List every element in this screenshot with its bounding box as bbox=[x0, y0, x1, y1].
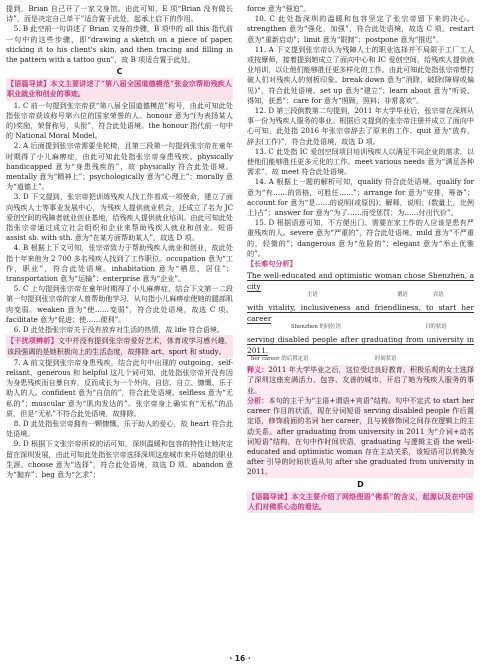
sentence-line-2 bbox=[247, 302, 474, 324]
answer-c11: 11. A 下文提到张宗帝认为残障人士的职业选择并不局限于工厂工人或按摩师，接着提到她成立了面向中心和 IC 爱创空间，给残疾人提供就业培训，以让他们能够胜任更多样化的工作。由此可知此处指张宗帝想打破人们对残疾人的刻板印象。break down 意为“消除，破除(障碍或偏见)”，符合此处语境。set up 意为“建立”；learn about 意为“听说，得知，获悉”；care for 意为“照顾，照料；非常喜欢”。 bbox=[247, 44, 474, 105]
answer-c7: 7. A 前文提到张宗帝身患残疾，结合此句中出现的 outgoing、self-reliant、generous 和 helpful 这几个词可知，此处指张宗帝并没有因为身患残疾而自暴自弃，反而成长为一个外向、自信、自立、慷慨、乐于助人的人。confident 意为“自信的”，符合此处语境。selfless 意为“无私的”；muscular 意为“肌肉发达的”。张宗帝身上确实有“无私”的品质，但是“无私”不符合此处语境，故排除。 bbox=[6, 357, 233, 418]
answer-c3: 3. D 下文提到，张宗帝把训练残疾人找工作看成一项使命，建立了面向残疾人士等事业发展中心，为残疾人提供就业机会，还成立了名为 JC 爱创空间的残障者就业创业基地，给残疾人提供就业培训。由此可知此处指张宗帝通过成立社会组织和企业来帮助残疾人就业和创业。短语 assist sb. with sth. 意为“在某方面帮助某人”，故选 D 项。 bbox=[6, 192, 233, 243]
answer-c15: 15. D 根据语意可知，不方便出门、需要在家工作的人应该是患有严重残疾的人。severe 意为“严重的”，符合此处语境。mild 意为“不严重的，轻微的”；dangerous 意为“危险的”；elegant 意为“举止优雅的”。 bbox=[247, 218, 474, 258]
distractor-text: 文中并没有提到张宗帝爱好艺术，体育或学习感兴趣，该段强调的是她积极向上的生活态度，故排除 art、sport 和 study。 bbox=[7, 336, 233, 356]
answer-c5: 5. C 上句提到张宗帝在童年时期得了小儿麻痹症，结合下文第一二段第一句提到张宗帝的家人曾帮助他学习，从句指小儿麻痹症使她的腿部肌肉变弱。weaken 意为“使……变弱”，符合此处语境，故选 C 项。facilitate 意为“促进；使……便利”。 bbox=[6, 284, 233, 324]
note-appositive: Shenzhen 的同位语 bbox=[291, 324, 342, 331]
translation-label: 释义： bbox=[247, 365, 269, 375]
sentence-line-1-text: The well-educated and optimistic woman chose Shenzhen, a city bbox=[247, 271, 474, 292]
right-cont: force 意为“强迫”。 bbox=[247, 4, 311, 13]
section-c-heading: C bbox=[116, 67, 123, 77]
answer-c9: 9. D 根据下文张宗帝所说的话可知，深圳温暖和包容的特性让她决定留在深圳发展，由此可知此处指张宗帝选择深圳这座城市来开始她的职业生涯。choose 意为“选择”，符合此处语境，故选 D 项。abandon 意为“抛弃”；beg 意为“乞求”； bbox=[6, 439, 233, 479]
distractor-label: 【干扰项辨析】 bbox=[7, 336, 58, 346]
note-purpose: 目的状语 bbox=[425, 324, 447, 331]
note-time: 时间状语 bbox=[375, 356, 397, 363]
page-number: · 16 · bbox=[229, 654, 251, 663]
note-attributive: her career 的后置定语 bbox=[251, 356, 309, 363]
sentence-notes-3 bbox=[247, 356, 474, 365]
answer-c6: 6. D 此处指张宗帝关于没有放弃对生活的热情，故 life 符合语境。 bbox=[13, 325, 224, 335]
answer-c2: 2. A 后面提到张宗帝需要坐轮椅，且第三段第一句提到张宗帝在童年时期得了小儿麻痹症，由此可知此处指张宗帝身患残疾。physically handicapped 意为“身患残疾的”，故 physically 符合此处语境。mentally 意为“精神上”；psychologically 意为“心理上”；morally 意为“道德上”。 bbox=[6, 141, 233, 192]
left-para-1: 提到，Brian 自己开了一家文身馆。由此可知，E 项“Brian 没有做长诗”，而是决定自己单干”适合置于此处，起承上启下的作用。 bbox=[6, 4, 233, 24]
answer-c10: 10. C 此处指深圳的温暖和包容坚定了张宗帝留下来的决心。strengthen 意为“强化，加强”，符合此处语境，故选 C 项。restart 意为“重新启动”；limit 意为“限制”；postpone 意为“推迟”。 bbox=[247, 14, 474, 44]
sentence-notes-1 bbox=[247, 292, 474, 301]
section-d-heading: D bbox=[357, 479, 364, 489]
translation bbox=[247, 365, 474, 396]
answer-c12: 12. D 第三段倒数第二句提到，2011 年大学毕业后，张宗帝在深圳从事一份为残疾人服务的事业。根据后文提到的张宗帝注册并成立了面向中心可知，此处指 2016 年张宗帝辞去了原来的工作。quit 意为“放弃，辞去(工作)”，符合此处语境，故选 D 项。 bbox=[247, 106, 474, 146]
note-verb: 谓语 bbox=[397, 292, 408, 299]
answer-c13: 13. C 此处指 IC 爱创空间项目培训残疾人以满足不同企业的需求，以使他们能够胜任更多元化的工作。meet various needs 意为“满足各种需求”，故 meet 符合此处语境。 bbox=[247, 146, 474, 177]
guide-c bbox=[6, 78, 233, 100]
sentence-line-2-text: with vitality, inclusiveness and friendliness, to start her career bbox=[247, 303, 474, 324]
page bbox=[6, 4, 474, 652]
answer-c14: 14. A 根据上一题的解析可知，qualify 符合此处语境。qualify for 意为“有……的资格，可胜任……”；arrange for 意为“安排，筹备”；account for 意为“是……的说明(或原因)；解释，说明；(数量上，比例上)占”；answer for 意为“为了……而受惩罚；为……付出代价”。 bbox=[247, 177, 474, 218]
sentence-line-3 bbox=[247, 334, 474, 356]
analysis bbox=[247, 396, 474, 478]
sentence-line-1 bbox=[247, 270, 474, 292]
sentence-notes-2 bbox=[247, 324, 474, 333]
left-column bbox=[6, 4, 233, 652]
answer-c4: 4. B 根据上下文可知，张宗帝致力于帮助残疾人就业和创业，故此处指十年来他为 2 700 多名残疾人找到了工作职位。occupation 意为“工作，职业”，符合此处语境。inhabitation 意为“栖息，居住”；transportation 意为“运输”；enterprise 意为“企业”。 bbox=[6, 243, 233, 284]
note-object: 宾语 bbox=[433, 292, 444, 299]
answer-c8: 8. D 此处指张宗帝拥有一颗慷慨、乐于助人的爱心，故 heart 符合此处语境。 bbox=[6, 418, 233, 439]
guide-d bbox=[247, 491, 474, 513]
analysis-text: 本句的主干为“主语+谓语+宾语”结构。句中不定式 to start her career 作目的状语，现在分词短语 serving disabled people 作后置定语，修饰前面的名词 her career，且与被修饰词之间存在逻辑上的主动关系。after graduating from university in 2011 为“介词+动名词短语”结构，在句中作时间状语，graduating 与逻辑主语 the well-educated and optimistic woman 存在主动关系，该短语可以转换为 after 引导的时间状语从句 after she graduated from university in 2011。 bbox=[247, 395, 474, 477]
distractor-analysis bbox=[6, 335, 233, 357]
analysis-label: 分析： bbox=[247, 395, 269, 405]
guide-c-label: 【语篇导读】 bbox=[7, 79, 51, 89]
note-subject: 主语 bbox=[307, 292, 318, 299]
long-sentence-heading bbox=[247, 259, 474, 269]
translation-text: 2011 年大学毕业之后，这位受过良好教育、积极乐观的女士选择了深圳这座充满活力、包容、友善的城市，开启了她为残疾人服务的事业。 bbox=[247, 365, 474, 395]
right-column bbox=[247, 4, 474, 652]
sentence-line-3-text: serving disabled people after graduating from university in 2011. bbox=[247, 335, 474, 356]
long-sentence-label: 【长难句分析】 bbox=[247, 259, 297, 269]
guide-c-text: 本文主要讲述了“第八届全国道德模范”张金宗帮助残疾人职业就业和创业的事迹。 bbox=[7, 79, 232, 99]
answer-c1: 1. C 前一句提到张宗帝获“第八届全国道德模范”称号，由此可知此处指张宗帝获该称号第六位的国家荣誉的人。honour 意为“(为表扬某人的)奖励，荣誉称号，头衔”，符合此处语境。the honour 指代前一句中的 National Moral Model。 bbox=[6, 100, 233, 141]
guide-d-label: 【语篇导读】 bbox=[248, 491, 292, 501]
left-para-2: 5. B 此空前一句讲述了 Brian 文身的步骤，B 项中的 all this 指代前一句中的这些步骤，即“drawing a sketch on a piece of paper, sticking it to his client's skin, and then tracing and filling in the pattern with a tattoo gun”，故 B 项适合置于此处。 bbox=[6, 24, 233, 65]
guide-d-text: 本文主要介绍了网络俚语“佛系”的含义，起源以及在中国人们对佛系心态的看法。 bbox=[248, 491, 473, 511]
